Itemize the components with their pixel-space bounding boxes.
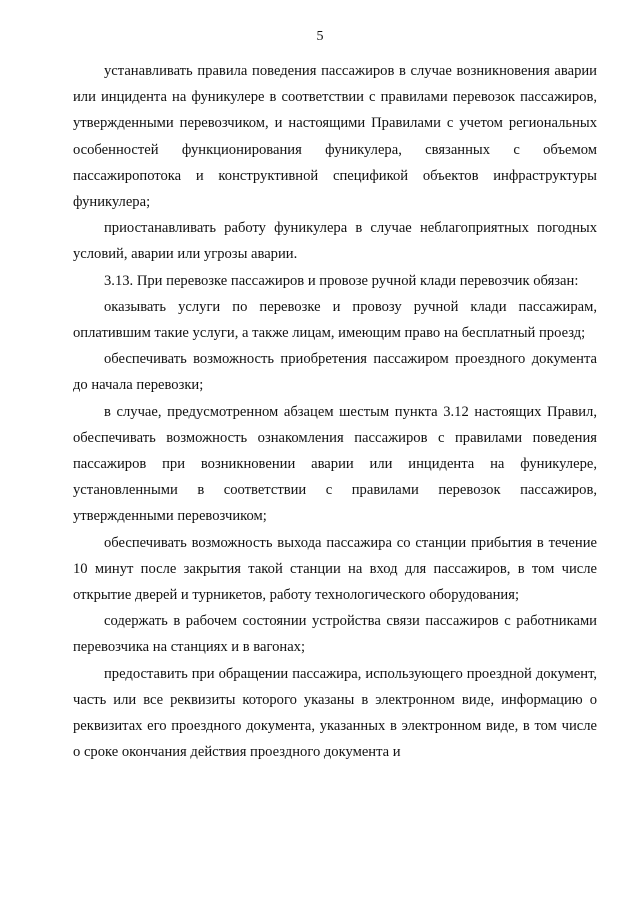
paragraph: 3.13. При перевозке пассажиров и провозе ручной клади перевозчик обязан: — [104, 272, 579, 289]
paragraph: оказывать услуги по перевозке и провозу ручной клади пассажирам, оплатившим такие услуги, а также лицам, имеющим право на бесплатный проезд; — [73, 298, 597, 342]
paragraph: устанавливать правила поведения пассажиров в случае возникновения аварии или инцидента на фуникулере в соответствии с правилами перевозок пассажиров, утвержденными перевозчиком, и настоящими Правилами с учетом региональных особенностей функционирования фуникулера, связанных с объемом пассажиропотока и конструктивной спецификой объектов инфраструктуры фуникулера; — [73, 63, 597, 211]
paragraph: приостанавливать работу фуникулера в случае неблагоприятных погодных условий, аварии или угрозы аварии. — [73, 220, 597, 263]
paragraph: содержать в рабочем состоянии устройства связи пассажиров с работниками перевозчика на станциях и в вагонах; — [73, 613, 597, 656]
paragraph: обеспечивать возможность выхода пассажира со станции прибытия в течение 10 минут после закрытия такой станции на вход для пассажиров, в том числе открытие дверей и турникетов, работу технологического оборудования; — [73, 534, 597, 604]
page-number: 5 — [316, 29, 324, 44]
paragraph: обеспечивать возможность приобретения пассажиром проездного документа до начала перевозки; — [73, 351, 597, 394]
paragraph: предоставить при обращении пассажира, использующего проездной документ, часть или все реквизиты которого указаны в электронном виде, информацию о реквизитах его проездного документа, указанных в электронном виде, в том числе о сроке окончания действия проездного документа и — [73, 665, 597, 761]
document-body — [73, 58, 597, 765]
paragraph: в случае, предусмотренном абзацем шестым пункта 3.12 настоящих Правил, обеспечивать возможность ознакомления пассажиров с правилами поведения пассажиров при возникновении аварии или инцидента на фуникулере, установленными в соответствии с правилами перевозок пассажиров, утвержденными перевозчиком; — [73, 403, 597, 525]
